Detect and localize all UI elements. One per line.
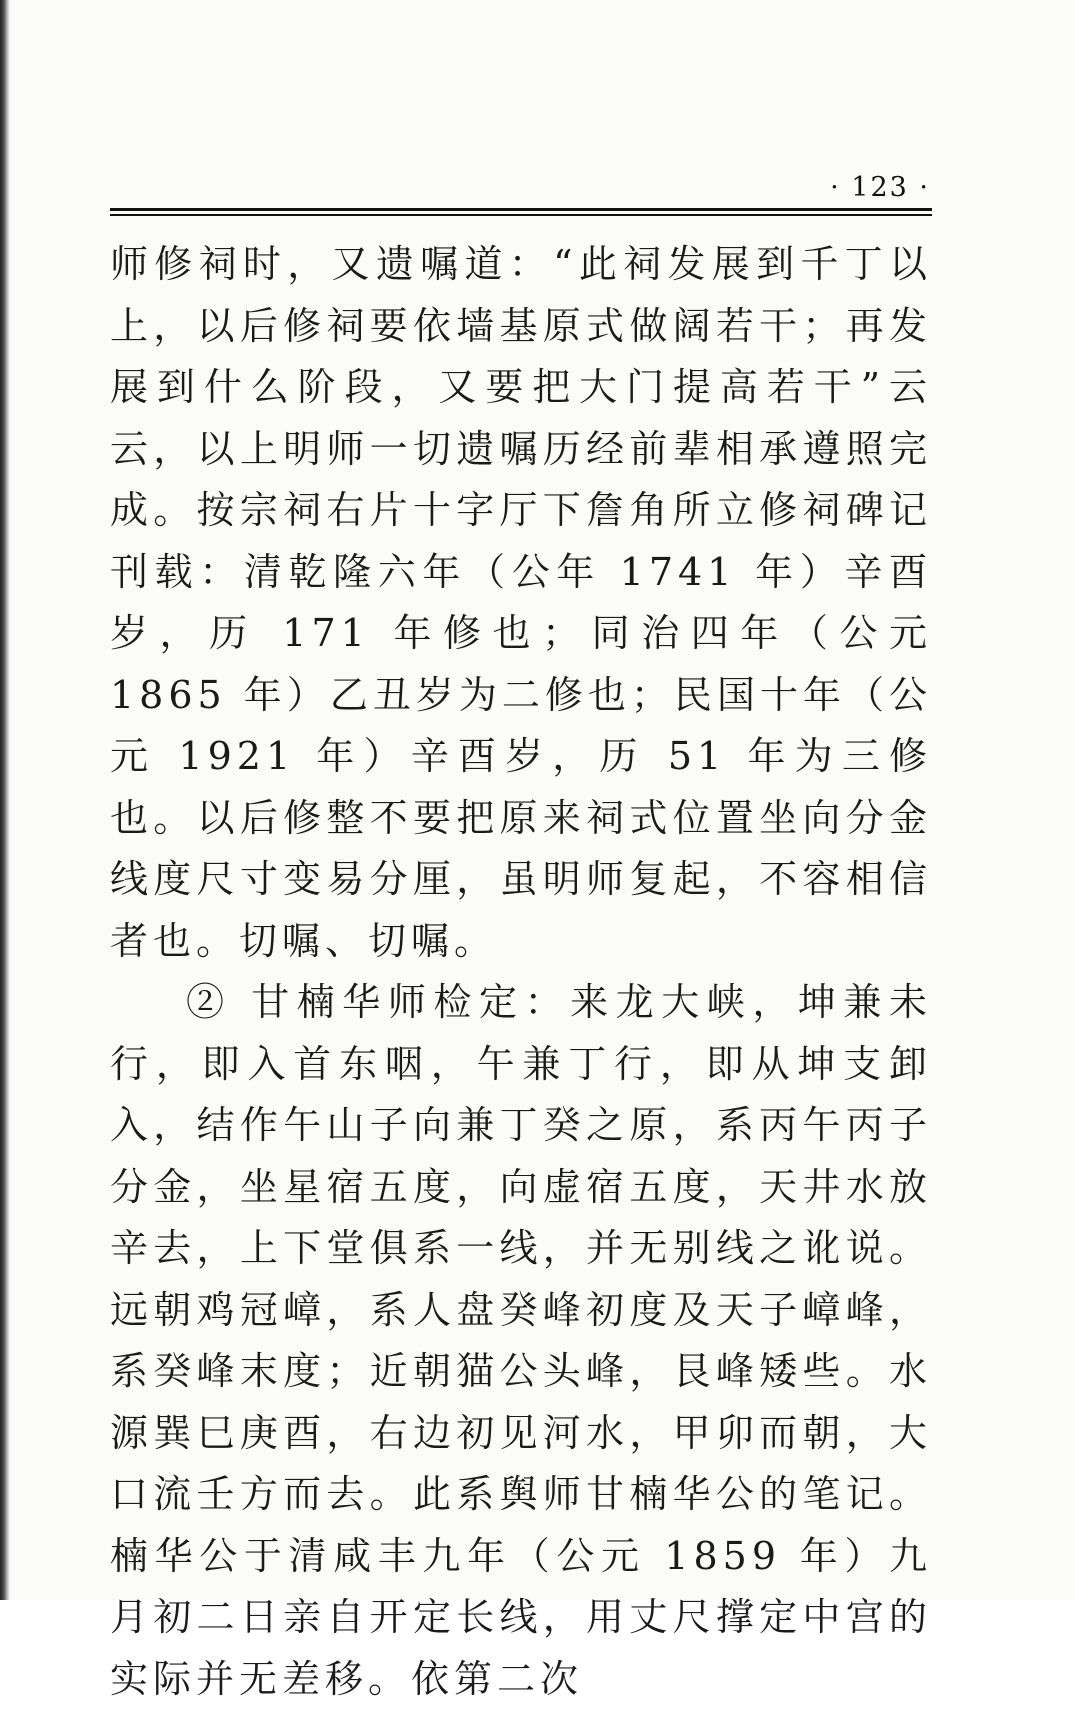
page-spine-shadow bbox=[0, 0, 10, 1600]
paragraph-2: ② 甘楠华师检定：来龙大峡，坤兼未行，即入首东咽，午兼丁行，即从坤支卸入，结作午山子向兼丁癸之原，系丙午丙子分金，坐星宿五度，向虚宿五度，天井水放辛去，上下堂俱系一线，并无别线之讹说。远朝鸡冠嶂，系人盘癸峰初度及天子嶂峰，系癸峰末度；近朝猫公头峰，艮峰矮些。水源巽巳庚酉，右边初见河水，甲卯而朝，大口流壬方而去。此系舆师甘楠华公的笔记。楠华公于清咸丰九年（公元 1859 年）九月初二日亲自开定长线，用丈尺撑定中宫的实际并无差移。依第二次 bbox=[110, 980, 932, 1701]
paragraph-1: 师修祠时，又遗嘱道：“此祠发展到千丁以上，以后修祠要依墙基原式做阔若干；再发展到什么阶段，又要把大门提高若干”云云，以上明师一切遗嘱历经前辈相承遵照完成。按宗祠右片十字厅下詹角所立修祠碑记刊载：清乾隆六年（公年 1741 年）辛酉岁，历 171 年修也；同治四年（公元 1865 年）乙丑岁为二修也；民国十年（公元 1921 年）辛酉岁，历 51 年为三修也。以后修整不要把原来祠式位置坐向分金线度尺寸变易分厘，虽明师复起，不容相信者也。切嘱、切嘱。 bbox=[110, 242, 932, 963]
body-text bbox=[110, 234, 932, 1710]
header-rule-thick bbox=[110, 208, 932, 211]
header-rule-thin bbox=[110, 214, 932, 216]
page-number: · 123 · bbox=[830, 172, 930, 203]
